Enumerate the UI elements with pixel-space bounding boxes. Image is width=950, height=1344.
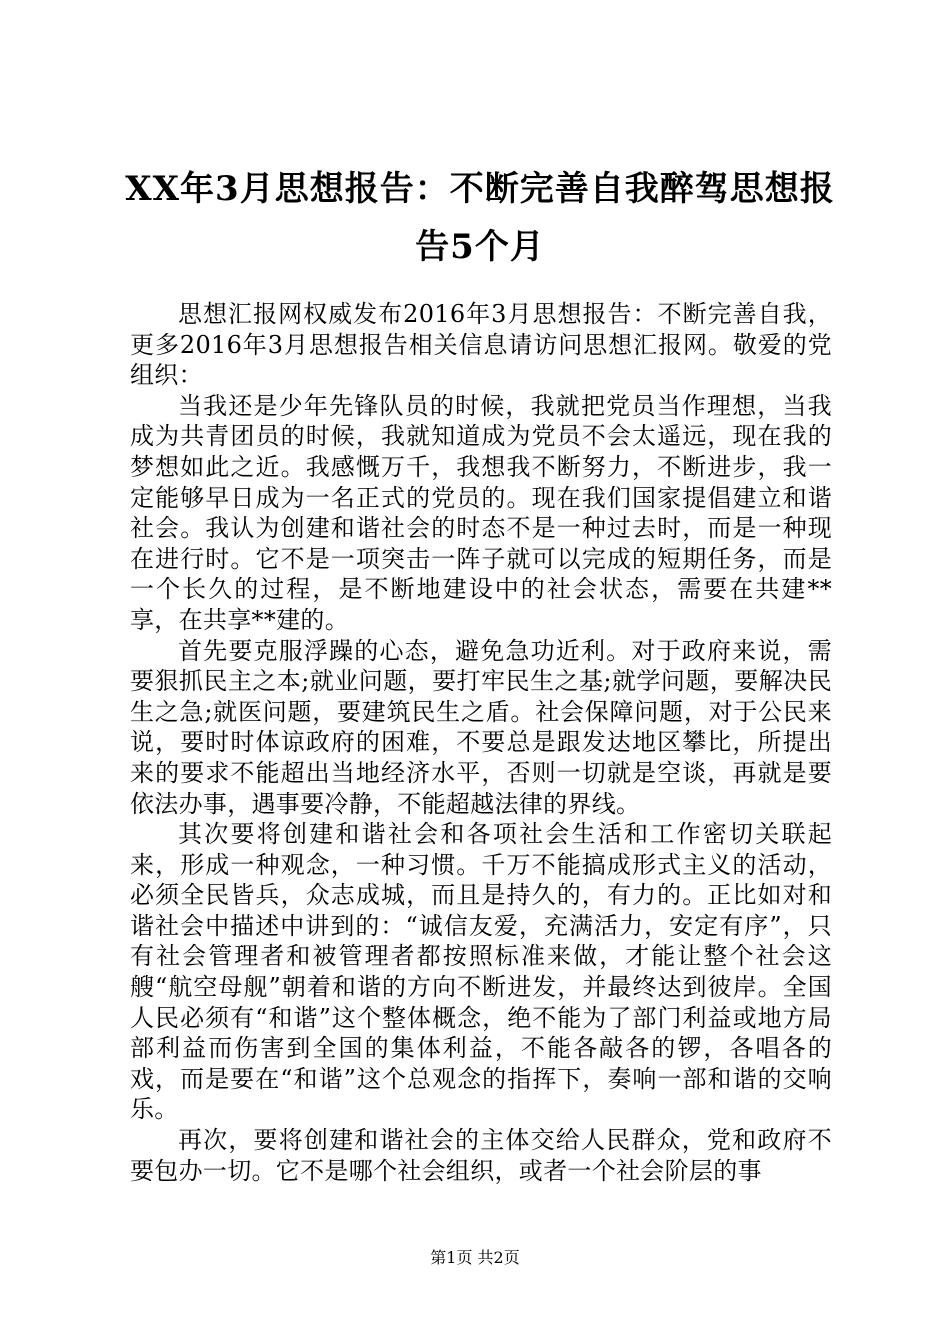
paragraph-2: 首先要克服浮躁的心态，避免急功近利。对于政府来说，需要狠抓民主之本;就业问题，要打牢民生之基;就学问题，要解决民生之急;就医问题，要建筑民生之盾。社会保障问题，对于公民来说，要时时体谅政府的困难，不要总是跟发达地区攀比，所提出来的要求不能超出当地经济水平，否则一切就是空谈，再就是要依法办事，遇事要冷静，不能超越法律的界线。 bbox=[130, 636, 832, 818]
document-body bbox=[130, 299, 832, 1186]
document-title bbox=[125, 160, 835, 276]
page-footer: 第1页 共2页 bbox=[430, 1248, 520, 1267]
paragraph-1: 当我还是少年先锋队员的时候，我就把党员当作理想，当我成为共青团员的时候，我就知道成为党员不会太遥远，现在我的梦想如此之近。我感慨万千，我想我不断努力，不断进步，我一定能够早日成为一名正式的党员的。现在我们国家提倡建立和谐社会。我认为创建和谐社会的时态不是一种过去时，而是一种现在进行时。它不是一项突击一阵子就可以完成的短期任务，而是一个长久的过程，是不断地建设中的社会状态，需要在共建**享，在共享**建的。 bbox=[130, 391, 832, 634]
title-line-1: XX年3月思想报告：不断完善自我醉驾思想报 bbox=[125, 169, 835, 209]
title-line-2: 告5个月 bbox=[415, 227, 545, 267]
paragraph-3: 其次要将创建和谐社会和各项社会生活和工作密切关联起来，形成一种观念，一种习惯。千万不能搞成形式主义的活动，必须全民皆兵，众志成城，而且是持久的，有力的。正比如对和谐社会中描述中讲到的：“诚信友爱，充满活力，安定有序”，只有社会管理者和被管理者都按照标准来做，才能让整个社会这艘“航空母舰”朝着和谐的方向不断进发，并最终达到彼岸。全国人民必须有“和谐”这个整体概念，绝不能为了部门利益或地方局部利益而伤害到全国的集体利益，不能各敲各的锣，各唱各的戏，而是要在“和谐”这个总观念的指挥下，奏响一部和谐的交响乐。 bbox=[130, 820, 832, 1124]
paragraph-intro: 思想汇报网权威发布2016年3月思想报告：不断完善自我，更多2016年3月思想报告相关信息请访问思想汇报网。敬爱的党组织： bbox=[130, 300, 832, 390]
paragraph-4: 再次，要将创建和谐社会的主体交给人民群众，党和政府不要包办一切。它不是哪个社会组织，或者一个社会阶层的事 bbox=[130, 1126, 832, 1185]
